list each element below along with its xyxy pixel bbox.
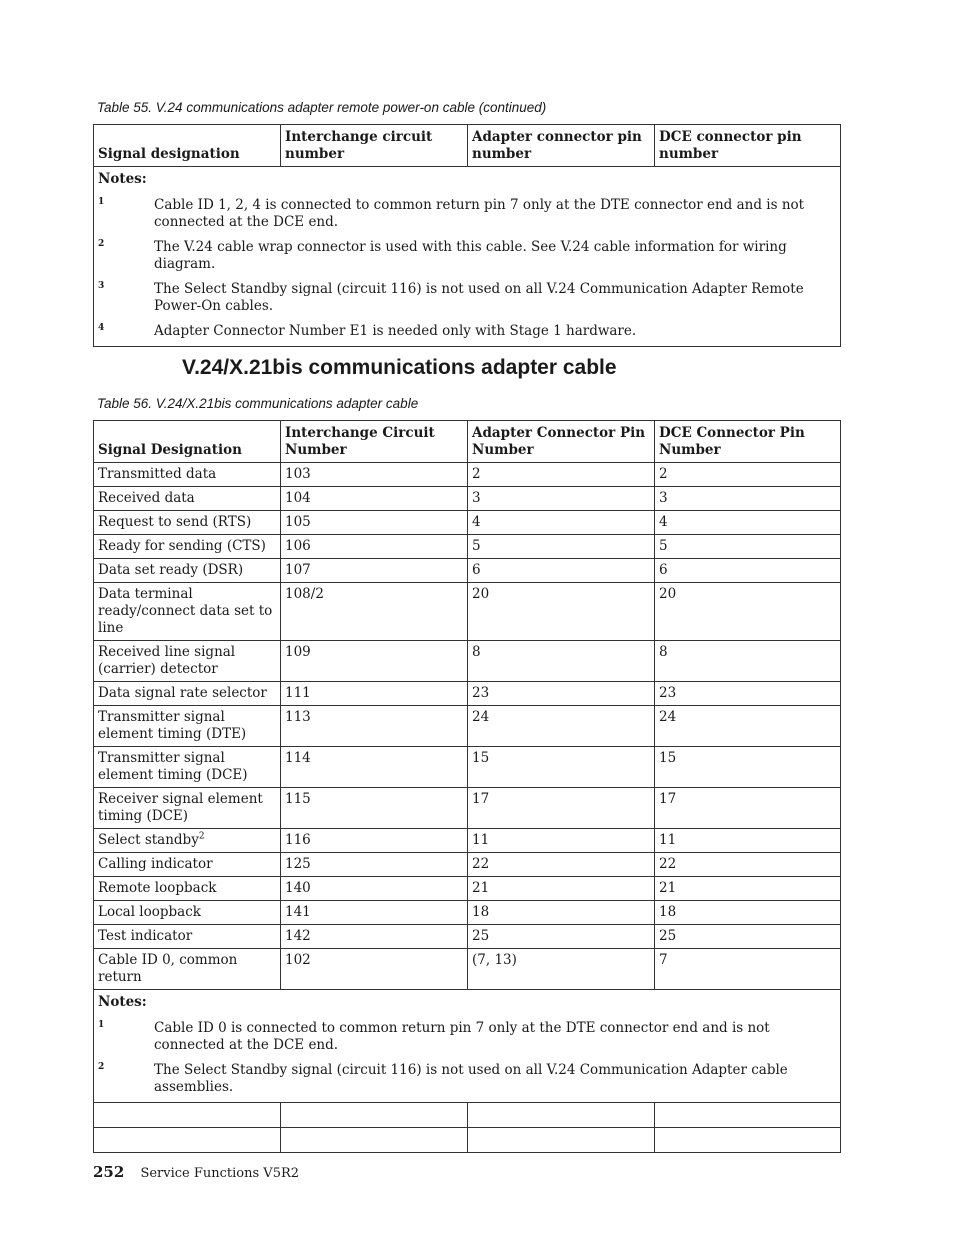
- note-number: 1: [98, 197, 105, 207]
- cell-signal: Request to send (RTS): [94, 511, 281, 535]
- note-number: 4: [98, 323, 105, 333]
- cell-dce-pin: 18: [655, 901, 841, 925]
- cell-circuit: 102: [281, 949, 468, 990]
- table-row: [94, 788, 841, 829]
- table55-notes: [94, 167, 841, 347]
- cell-signal: Received line signal (carrier) detector: [94, 641, 281, 682]
- table56-header-row: [94, 421, 841, 463]
- cell-signal: Calling indicator: [94, 853, 281, 877]
- cell-signal: Local loopback: [94, 901, 281, 925]
- note-text: The Select Standby signal (circuit 116) is not used on all V.24 Communication Adapter Remote Power-On cables.: [154, 281, 804, 314]
- empty-row: [94, 1103, 841, 1128]
- cell-signal: Cable ID 0, common return: [94, 949, 281, 990]
- cell-adapter-pin: 17: [468, 788, 655, 829]
- cell-adapter-pin: 20: [468, 583, 655, 641]
- table56-notes: [94, 990, 841, 1103]
- note-number: 1: [98, 1020, 105, 1030]
- section-title: V.24/X.21bis communications adapter cable: [182, 356, 617, 379]
- cell-circuit: 114: [281, 747, 468, 788]
- cell-signal: Transmitted data: [94, 463, 281, 487]
- cell-circuit: 109: [281, 641, 468, 682]
- cell-dce-pin: 4: [655, 511, 841, 535]
- table-row: [94, 511, 841, 535]
- cell-circuit: 125: [281, 853, 468, 877]
- cell-dce-pin: 24: [655, 706, 841, 747]
- table-row: [94, 682, 841, 706]
- cell-adapter-pin: 22: [468, 853, 655, 877]
- notes-title: Notes:: [98, 171, 147, 187]
- cell-dce-pin: 7: [655, 949, 841, 990]
- notes-title: Notes:: [98, 994, 147, 1010]
- table-row: [94, 463, 841, 487]
- table56-caption: Table 56. V.24/X.21bis communications adapter cable: [97, 396, 419, 411]
- cell-signal: Ready for sending (CTS): [94, 535, 281, 559]
- note-text: The Select Standby signal (circuit 116) is not used on all V.24 Communication Adapter cable assemblies.: [154, 1062, 788, 1095]
- cell-signal: Select standby$^2$: [94, 829, 281, 853]
- cell-adapter-pin: 21: [468, 877, 655, 901]
- cell-signal: Data terminal ready/connect data set to line: [94, 583, 281, 641]
- empty-cell: [94, 1128, 281, 1153]
- table55-header-circuit: Interchange circuit number: [281, 125, 468, 167]
- table-row: [94, 853, 841, 877]
- table-row: [94, 829, 841, 853]
- empty-row: [94, 1128, 841, 1153]
- cell-adapter-pin: 18: [468, 901, 655, 925]
- cell-circuit: 108/2: [281, 583, 468, 641]
- table-row: [94, 487, 841, 511]
- table-row: [94, 559, 841, 583]
- table55-header-row: [94, 125, 841, 167]
- empty-cell: [281, 1128, 468, 1153]
- note-text: Cable ID 1, 2, 4 is connected to common return pin 7 only at the DTE connector end and is not connected at the DCE end.: [154, 197, 805, 230]
- table55: [93, 124, 841, 347]
- footnote-ref: 2: [198, 831, 205, 842]
- note-item: [98, 239, 836, 273]
- table56-header-circuit: Interchange Circuit Number: [281, 421, 468, 463]
- cell-signal: Remote loopback: [94, 877, 281, 901]
- table-row: [94, 901, 841, 925]
- table-row: [94, 925, 841, 949]
- cell-dce-pin: 22: [655, 853, 841, 877]
- cell-circuit: 105: [281, 511, 468, 535]
- note-number: 2: [98, 239, 105, 249]
- table55-header-adapter-pin: Adapter connector pin number: [468, 125, 655, 167]
- page-footer: [93, 1163, 299, 1181]
- cell-signal: Transmitter signal element timing (DCE): [94, 747, 281, 788]
- cell-adapter-pin: 24: [468, 706, 655, 747]
- note-text: Adapter Connector Number E1 is needed only with Stage 1 hardware.: [154, 323, 637, 339]
- table55-header-dce-pin: DCE connector pin number: [655, 125, 841, 167]
- empty-cell: [655, 1103, 841, 1128]
- cell-dce-pin: 6: [655, 559, 841, 583]
- note-text: Cable ID 0 is connected to common return pin 7 only at the DTE connector end and is not connected at the DCE end.: [154, 1020, 770, 1053]
- cell-adapter-pin: 15: [468, 747, 655, 788]
- cell-circuit: 111: [281, 682, 468, 706]
- table56-header-dce-pin: DCE Connector Pin Number: [655, 421, 841, 463]
- footer-text: Service Functions V5R2: [140, 1166, 300, 1181]
- table-row: [94, 747, 841, 788]
- table55-caption: Table 55. V.24 communications adapter remote power-on cable (continued): [97, 100, 547, 115]
- cell-circuit: 142: [281, 925, 468, 949]
- cell-dce-pin: 21: [655, 877, 841, 901]
- table-row: [94, 877, 841, 901]
- cell-dce-pin: 5: [655, 535, 841, 559]
- cell-adapter-pin: 3: [468, 487, 655, 511]
- cell-signal: Data set ready (DSR): [94, 559, 281, 583]
- note-text: The V.24 cable wrap connector is used with this cable. See V.24 cable information for wiring diagram.: [154, 239, 787, 272]
- note-item: [98, 197, 836, 231]
- cell-circuit: 103: [281, 463, 468, 487]
- table55-notes-row: [94, 167, 841, 347]
- empty-cell: [281, 1103, 468, 1128]
- table55-header-signal: Signal designation: [94, 125, 281, 167]
- cell-circuit: 113: [281, 706, 468, 747]
- note-item: [98, 1020, 836, 1054]
- cell-signal: Test indicator: [94, 925, 281, 949]
- cell-dce-pin: 2: [655, 463, 841, 487]
- cell-circuit: 104: [281, 487, 468, 511]
- cell-circuit: 141: [281, 901, 468, 925]
- cell-dce-pin: 11: [655, 829, 841, 853]
- cell-adapter-pin: 4: [468, 511, 655, 535]
- note-item: [98, 281, 836, 315]
- table56-body: [94, 463, 841, 990]
- cell-signal: Received data: [94, 487, 281, 511]
- cell-adapter-pin: 6: [468, 559, 655, 583]
- table56-header-adapter-pin: Adapter Connector Pin Number: [468, 421, 655, 463]
- table56: [93, 420, 841, 1153]
- table-row: [94, 583, 841, 641]
- cell-dce-pin: 25: [655, 925, 841, 949]
- cell-adapter-pin: 8: [468, 641, 655, 682]
- cell-circuit: 140: [281, 877, 468, 901]
- cell-circuit: 107: [281, 559, 468, 583]
- empty-cell: [468, 1103, 655, 1128]
- cell-circuit: 116: [281, 829, 468, 853]
- cell-adapter-pin: 5: [468, 535, 655, 559]
- cell-signal: Data signal rate selector: [94, 682, 281, 706]
- table56-header-signal: Signal Designation: [94, 421, 281, 463]
- cell-dce-pin: 3: [655, 487, 841, 511]
- table56-notes-row: [94, 990, 841, 1103]
- cell-adapter-pin: 11: [468, 829, 655, 853]
- cell-adapter-pin: (7, 13): [468, 949, 655, 990]
- cell-circuit: 115: [281, 788, 468, 829]
- cell-dce-pin: 20: [655, 583, 841, 641]
- note-item: [98, 323, 836, 340]
- table-row: [94, 706, 841, 747]
- cell-dce-pin: 23: [655, 682, 841, 706]
- cell-circuit: 106: [281, 535, 468, 559]
- cell-signal: Transmitter signal element timing (DTE): [94, 706, 281, 747]
- table-row: [94, 535, 841, 559]
- cell-dce-pin: 15: [655, 747, 841, 788]
- table-row: [94, 641, 841, 682]
- cell-dce-pin: 17: [655, 788, 841, 829]
- table-row: [94, 949, 841, 990]
- empty-cell: [94, 1103, 281, 1128]
- note-number: 3: [98, 281, 105, 291]
- empty-cell: [468, 1128, 655, 1153]
- cell-adapter-pin: 23: [468, 682, 655, 706]
- page-number: 252: [93, 1163, 125, 1181]
- note-number: 2: [98, 1062, 105, 1072]
- note-item: [98, 1062, 836, 1096]
- cell-dce-pin: 8: [655, 641, 841, 682]
- empty-cell: [655, 1128, 841, 1153]
- cell-signal: Receiver signal element timing (DCE): [94, 788, 281, 829]
- cell-adapter-pin: 2: [468, 463, 655, 487]
- cell-adapter-pin: 25: [468, 925, 655, 949]
